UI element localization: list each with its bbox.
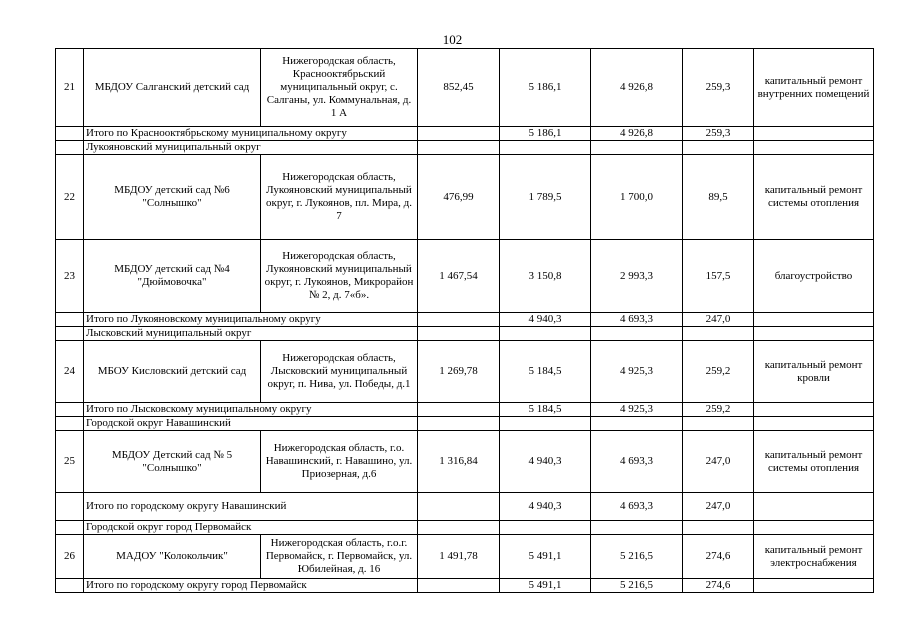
empty-cell xyxy=(56,521,84,535)
work-type-cell: капитальный ремонт системы отопления xyxy=(754,155,874,240)
subtotal-row xyxy=(56,313,874,327)
institution-name-cell: МБДОУ детский сад №6 "Солнышко" xyxy=(84,155,261,240)
empty-cell xyxy=(56,403,84,417)
empty-cell xyxy=(754,521,874,535)
empty-cell xyxy=(754,417,874,431)
institution-name-cell: МБОУ Кисловский детский сад xyxy=(84,341,261,403)
subtotal-row xyxy=(56,403,874,417)
empty-cell xyxy=(418,141,500,155)
total-amount-cell: 4 940,3 xyxy=(500,431,591,493)
empty-cell xyxy=(683,417,754,431)
district-name-cell: Городской округ город Первомайск xyxy=(84,521,418,535)
local-amount-cell: 274,6 xyxy=(683,535,754,579)
local-amount-cell: 259,2 xyxy=(683,341,754,403)
empty-cell xyxy=(418,579,500,593)
subtotal-total-cell: 5 491,1 xyxy=(500,579,591,593)
empty-cell xyxy=(683,327,754,341)
regional-amount-cell: 2 993,3 xyxy=(591,240,683,313)
subtotal-row xyxy=(56,579,874,593)
subtotal-label-cell: Итого по городскому округу Навашинский xyxy=(84,493,418,521)
district-header-row xyxy=(56,417,874,431)
subtotal-total-cell: 4 940,3 xyxy=(500,313,591,327)
empty-cell xyxy=(754,127,874,141)
district-name-cell: Городской округ Навашинский xyxy=(84,417,418,431)
subtotal-row xyxy=(56,127,874,141)
subtotal-regional-cell: 4 693,3 xyxy=(591,493,683,521)
local-amount-cell: 259,3 xyxy=(683,49,754,127)
area-cell: 1 316,84 xyxy=(418,431,500,493)
table-body xyxy=(56,49,874,593)
row-number-cell: 25 xyxy=(56,431,84,493)
work-type-cell: капитальный ремонт системы отопления xyxy=(754,431,874,493)
total-amount-cell: 5 184,5 xyxy=(500,341,591,403)
row-number-cell: 26 xyxy=(56,535,84,579)
local-amount-cell: 247,0 xyxy=(683,431,754,493)
empty-cell xyxy=(418,493,500,521)
empty-cell xyxy=(500,417,591,431)
work-type-cell: благоустройство xyxy=(754,240,874,313)
institution-name-cell: МАДОУ "Колокольчик" xyxy=(84,535,261,579)
empty-cell xyxy=(754,403,874,417)
empty-cell xyxy=(56,579,84,593)
work-type-cell: капитальный ремонт внутренних помещений xyxy=(754,49,874,127)
area-cell: 852,45 xyxy=(418,49,500,127)
empty-cell xyxy=(500,521,591,535)
regional-amount-cell: 4 925,3 xyxy=(591,341,683,403)
address-cell: Нижегородская область, г.о. Навашинский, г. Навашино, ул. Приозерная, д.6 xyxy=(261,431,418,493)
regional-amount-cell: 4 926,8 xyxy=(591,49,683,127)
table-row xyxy=(56,341,874,403)
empty-cell xyxy=(591,521,683,535)
subtotal-label-cell: Итого по Лысковскому муниципальному округу xyxy=(84,403,418,417)
subtotal-regional-cell: 4 926,8 xyxy=(591,127,683,141)
work-type-cell: капитальный ремонт электроснабжения xyxy=(754,535,874,579)
empty-cell xyxy=(591,417,683,431)
empty-cell xyxy=(754,141,874,155)
row-number-cell: 22 xyxy=(56,155,84,240)
regional-amount-cell: 1 700,0 xyxy=(591,155,683,240)
subtotal-regional-cell: 5 216,5 xyxy=(591,579,683,593)
empty-cell xyxy=(754,579,874,593)
subtotal-row xyxy=(56,493,874,521)
address-cell: Нижегородская область, Лукояновский муниципальный округ, г. Лукоянов, пл. Мира, д. 7 xyxy=(261,155,418,240)
subtotal-total-cell: 5 186,1 xyxy=(500,127,591,141)
empty-cell xyxy=(500,327,591,341)
empty-cell xyxy=(56,313,84,327)
subtotal-label-cell: Итого по Лукояновскому муниципальному округу xyxy=(84,313,418,327)
area-cell: 1 491,78 xyxy=(418,535,500,579)
address-cell: Нижегородская область, Краснооктябрьский муниципальный округ, с. Салганы, ул. Коммунальная, д. 1 А xyxy=(261,49,418,127)
page-number: 102 xyxy=(442,32,463,47)
empty-cell xyxy=(418,127,500,141)
empty-cell xyxy=(500,141,591,155)
subtotal-local-cell: 259,2 xyxy=(683,403,754,417)
subtotal-regional-cell: 4 693,3 xyxy=(591,313,683,327)
subtotal-local-cell: 247,0 xyxy=(683,493,754,521)
empty-cell xyxy=(418,403,500,417)
row-number-cell: 23 xyxy=(56,240,84,313)
table-row xyxy=(56,431,874,493)
district-header-row xyxy=(56,141,874,155)
empty-cell xyxy=(418,327,500,341)
work-type-cell: капитальный ремонт кровли xyxy=(754,341,874,403)
empty-cell xyxy=(56,141,84,155)
subtotal-local-cell: 247,0 xyxy=(683,313,754,327)
total-amount-cell: 5 186,1 xyxy=(500,49,591,127)
area-cell: 1 467,54 xyxy=(418,240,500,313)
local-amount-cell: 157,5 xyxy=(683,240,754,313)
institution-name-cell: МБДОУ Детский сад № 5 "Солнышко" xyxy=(84,431,261,493)
table-row xyxy=(56,155,874,240)
address-cell: Нижегородская область, Лысковский муниципальный округ, п. Нива, ул. Победы, д.1 xyxy=(261,341,418,403)
empty-cell xyxy=(683,521,754,535)
objects-table xyxy=(55,48,874,593)
address-cell: Нижегородская область, Лукояновский муниципальный округ, г. Лукоянов, Микрорайон № 2, д. 7«б». xyxy=(261,240,418,313)
subtotal-label-cell: Итого по Краснооктябрьскому муниципальному округу xyxy=(84,127,418,141)
empty-cell xyxy=(683,141,754,155)
subtotal-regional-cell: 4 925,3 xyxy=(591,403,683,417)
empty-cell xyxy=(56,327,84,341)
empty-cell xyxy=(591,141,683,155)
table-row xyxy=(56,240,874,313)
district-header-row xyxy=(56,327,874,341)
empty-cell xyxy=(754,327,874,341)
institution-name-cell: МБДОУ детский сад №4 "Дюймовочка" xyxy=(84,240,261,313)
subtotal-label-cell: Итого по городскому округу город Первомайск xyxy=(84,579,418,593)
empty-cell xyxy=(418,521,500,535)
table-row xyxy=(56,49,874,127)
row-number-cell: 21 xyxy=(56,49,84,127)
district-header-row xyxy=(56,521,874,535)
district-name-cell: Лукояновский муниципальный округ xyxy=(84,141,418,155)
subtotal-total-cell: 5 184,5 xyxy=(500,403,591,417)
empty-cell xyxy=(418,313,500,327)
empty-cell xyxy=(591,327,683,341)
empty-cell xyxy=(56,493,84,521)
regional-amount-cell: 5 216,5 xyxy=(591,535,683,579)
area-cell: 476,99 xyxy=(418,155,500,240)
total-amount-cell: 5 491,1 xyxy=(500,535,591,579)
institution-name-cell: МБДОУ Салганский детский сад xyxy=(84,49,261,127)
empty-cell xyxy=(754,313,874,327)
row-number-cell: 24 xyxy=(56,341,84,403)
regional-amount-cell: 4 693,3 xyxy=(591,431,683,493)
total-amount-cell: 3 150,8 xyxy=(500,240,591,313)
subtotal-local-cell: 274,6 xyxy=(683,579,754,593)
district-name-cell: Лысковский муниципальный округ xyxy=(84,327,418,341)
empty-cell xyxy=(754,493,874,521)
total-amount-cell: 1 789,5 xyxy=(500,155,591,240)
empty-cell xyxy=(418,417,500,431)
local-amount-cell: 89,5 xyxy=(683,155,754,240)
subtotal-local-cell: 259,3 xyxy=(683,127,754,141)
subtotal-total-cell: 4 940,3 xyxy=(500,493,591,521)
empty-cell xyxy=(56,417,84,431)
address-cell: Нижегородская область, г.о.г. Первомайск, г. Первомайск, ул. Юбилейная, д. 16 xyxy=(261,535,418,579)
empty-cell xyxy=(56,127,84,141)
area-cell: 1 269,78 xyxy=(418,341,500,403)
table-row xyxy=(56,535,874,579)
